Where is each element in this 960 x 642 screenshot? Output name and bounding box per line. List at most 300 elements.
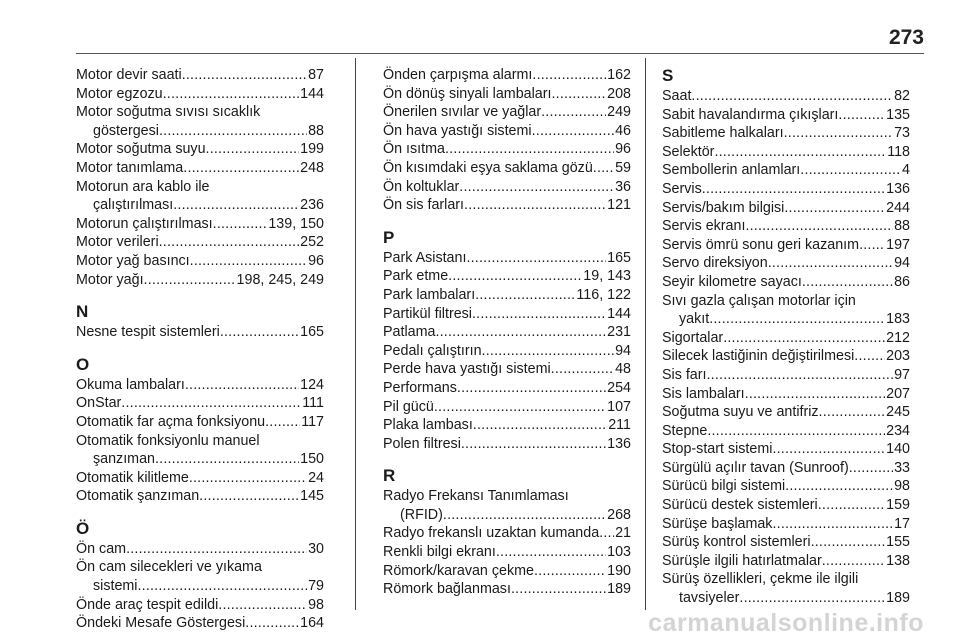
leader-dots: [822, 552, 885, 571]
entry-name: Sürüş kontrol sistemleri: [662, 534, 811, 551]
entry-pages: 88: [894, 218, 910, 235]
leader-dots: [496, 543, 606, 562]
entry-name-continuation: sistemi: [93, 578, 138, 595]
entry-name: Servis ekranı: [662, 218, 746, 235]
index-entry: [76, 558, 324, 595]
entry-pages: 162: [607, 67, 631, 83]
leader-dots: [265, 413, 300, 432]
entry-pages: 234: [886, 422, 910, 439]
entry-pages: 165: [607, 249, 631, 266]
index-entry: [76, 596, 324, 615]
leader-dots: [213, 215, 268, 234]
entry-name: Sabitleme halkaları: [662, 125, 784, 142]
leader-dots: [707, 366, 894, 385]
section-letter: Ö: [76, 518, 90, 538]
entry-pages: 96: [308, 252, 324, 269]
header-rule: [76, 53, 924, 54]
entry-pages: 248: [300, 159, 324, 176]
entry-continuation: [662, 310, 910, 329]
index-entry: [662, 217, 910, 236]
entry-pages: 207: [886, 385, 910, 402]
index-entry: [662, 106, 910, 125]
entry-name: Perde hava yastığı sistemi: [383, 361, 551, 378]
index-entry: [662, 143, 910, 162]
section-letter: S: [662, 66, 674, 85]
entry-name: Radyo Frekansı Tanımlaması: [383, 488, 569, 505]
index-entry: [662, 496, 910, 515]
entry-name: Ön hava yastığı sistemi: [383, 122, 532, 139]
entry-pages: 124: [300, 376, 324, 393]
leader-dots: [121, 394, 301, 413]
leader-dots: [461, 435, 606, 454]
leader-dots: [702, 180, 885, 199]
leader-dots: [126, 540, 307, 559]
index-entry: [76, 487, 324, 506]
entry-pages: 159: [886, 497, 910, 514]
entry-pages: 189: [886, 590, 910, 607]
index-entry: [662, 199, 910, 218]
leader-dots: [190, 252, 307, 271]
entry-name: Plaka lambası: [383, 417, 473, 434]
entry-pages: 96: [615, 141, 631, 158]
leader-dots: [457, 379, 606, 398]
entry-pages: 203: [886, 348, 910, 365]
leader-dots: [144, 271, 236, 290]
leader-dots: [772, 440, 885, 459]
entry-pages: 19, 143: [583, 268, 631, 285]
index-entry: [76, 178, 324, 215]
leader-dots: [714, 143, 886, 162]
entry-continuation: [76, 577, 324, 596]
leader-dots: [472, 305, 606, 324]
index-entry: [662, 124, 910, 143]
index-column-2: [383, 66, 631, 599]
leader-dots: [818, 496, 885, 515]
entry-pages: 24: [308, 469, 324, 486]
index-column-3: [662, 66, 910, 608]
entry-pages: 33: [894, 459, 910, 476]
entry-name: OnStar: [76, 395, 122, 412]
entry-name: Nesne tespit sistemleri: [76, 324, 220, 341]
entry-pages: 111: [302, 395, 324, 412]
entry-pages: 121: [607, 197, 631, 214]
entry-name: Silecek lastiğinin değiştirilmesi: [662, 348, 855, 365]
entry-pages: 140: [886, 441, 910, 458]
entry-pages: 21: [615, 525, 631, 542]
entry-name-continuation: çalıştırılması: [93, 197, 174, 214]
entry-name-continuation: (RFID): [400, 506, 443, 523]
leader-dots: [593, 159, 614, 178]
index-entry: [383, 249, 631, 268]
leader-dots: [707, 422, 885, 441]
entry-pages: 94: [615, 342, 631, 359]
entry-name: Önerilen sıvılar ve yağlar: [383, 104, 542, 121]
entry-pages: 17: [894, 515, 910, 532]
leader-dots: [532, 66, 606, 85]
entry-name: Motor tanımlama: [76, 159, 184, 176]
index-entry: [383, 196, 631, 215]
entry-name: Motor yağı: [76, 271, 144, 288]
leader-dots: [691, 87, 893, 106]
entry-pages: 136: [607, 435, 631, 452]
leader-dots: [768, 254, 893, 273]
leader-dots: [534, 562, 606, 581]
index-entry: [383, 416, 631, 435]
leader-dots: [435, 323, 606, 342]
entry-name: Park lambaları: [383, 286, 476, 303]
entry-name: Ön sis farları: [383, 197, 465, 214]
entry-name: Motor devir saati: [76, 67, 182, 83]
entry-name: Servo direksiyon: [662, 255, 768, 272]
entry-pages: 82: [894, 88, 910, 104]
entry-name: Motor soğutma sıvısı sıcaklık: [76, 104, 261, 121]
leader-dots: [859, 236, 885, 255]
leader-dots: [772, 515, 893, 534]
leader-dots: [448, 267, 582, 286]
entry-pages: 135: [886, 106, 910, 123]
entry-pages: 73: [894, 125, 910, 142]
index-entry: [76, 323, 324, 342]
entry-name: Motor soğutma suyu: [76, 141, 206, 158]
entry-name: Renkli bilgi ekranı: [383, 544, 496, 561]
index-entry: [383, 140, 631, 159]
entry-pages: 268: [607, 506, 631, 523]
entry-name: Sembollerin anlamları: [662, 162, 801, 179]
entry-pages: 231: [607, 324, 631, 341]
leader-dots: [173, 196, 299, 215]
index-entry: [662, 161, 910, 180]
column-divider: [645, 58, 646, 610]
entry-pages: 252: [300, 234, 324, 251]
index-entry: [76, 159, 324, 178]
entry-name: Ön cam: [76, 540, 127, 557]
entry-pages: 117: [301, 413, 324, 430]
index-entry: [76, 469, 324, 488]
index-entry: [76, 271, 324, 290]
index-entry: [383, 103, 631, 122]
index-entry: [662, 385, 910, 404]
entry-pages: 98: [894, 478, 910, 495]
entry-name: Sabit havalandırma çıkışları: [662, 106, 839, 123]
entry-name: Soğutma suyu ve antifriz: [662, 404, 819, 421]
entry-pages: 30: [308, 540, 324, 557]
entry-name: Römork/karavan çekme: [383, 562, 534, 579]
index-entry: [383, 580, 631, 599]
entry-name: Otomatik şanzıman: [76, 488, 200, 505]
index-entry: [662, 570, 910, 607]
leader-dots: [709, 310, 885, 329]
entry-name: Sürücü destek sistemleri: [662, 497, 818, 514]
entry-name: Sıvı gazla çalışan motorlar için: [662, 292, 856, 309]
entry-pages: 190: [607, 562, 631, 579]
index-entry: [383, 66, 631, 85]
leader-dots: [163, 85, 300, 104]
leader-dots: [245, 614, 299, 633]
index-entry: [383, 178, 631, 197]
leader-dots: [838, 106, 885, 125]
index-entry: [76, 140, 324, 159]
entry-name: Römork bağlanması: [383, 581, 511, 598]
column-divider: [355, 58, 356, 610]
leader-dots: [155, 450, 299, 469]
entry-name: Otomatik fonksiyonlu manuel: [76, 432, 260, 449]
leader-dots: [182, 66, 307, 85]
entry-name: Önde araç tespit edildi: [76, 596, 219, 613]
index-entry: [662, 422, 910, 441]
entry-name: Stepne: [662, 422, 708, 439]
entry-name: Sis lambaları: [662, 385, 745, 402]
entry-name: Otomatik far açma fonksiyonu: [76, 413, 266, 430]
entry-pages: 144: [300, 85, 324, 102]
index-entry: [383, 286, 631, 305]
entry-pages: 138: [886, 552, 910, 569]
entry-pages: 254: [607, 379, 631, 396]
leader-dots: [802, 273, 893, 292]
index-entry: [76, 540, 324, 559]
index-entry: [76, 103, 324, 140]
section-letter: P: [383, 227, 395, 247]
entry-pages: 79: [308, 578, 324, 595]
entry-pages: 94: [894, 255, 910, 272]
entry-name: Motor yağ basıncı: [76, 252, 190, 269]
watermark: carmanualsonline.info: [648, 609, 924, 637]
entry-pages: 183: [886, 311, 910, 328]
leader-dots: [800, 161, 901, 180]
index-entry: [662, 459, 910, 478]
entry-name: Selektör: [662, 143, 715, 160]
entry-continuation: [76, 196, 324, 215]
leader-dots: [220, 323, 299, 342]
entry-name: Performans: [383, 379, 457, 396]
entry-pages: 199: [300, 141, 324, 158]
entry-pages: 59: [615, 159, 631, 176]
entry-pages: 88: [308, 122, 324, 139]
entry-name: Saat: [662, 88, 692, 104]
entry-pages: 189: [607, 581, 631, 598]
entry-name: Pedalı çalıştırın: [383, 342, 482, 359]
entry-pages: 98: [308, 596, 324, 613]
index-entry: [383, 267, 631, 286]
entry-name: Partikül filtresi: [383, 305, 472, 322]
index-entry: [383, 398, 631, 417]
index-entry: [662, 273, 910, 292]
index-column-1: [76, 66, 324, 633]
index-entry: [662, 552, 910, 571]
entry-pages: 244: [886, 199, 910, 216]
entry-pages: 4: [902, 162, 910, 179]
leader-dots: [443, 506, 606, 525]
entry-name: Ön cam silecekleri ve yıkama: [76, 559, 262, 576]
index-entry: [662, 254, 910, 273]
entry-name: Öndeki Mesafe Göstergesi: [76, 615, 246, 632]
leader-dots: [849, 459, 893, 478]
entry-pages: 150: [300, 451, 324, 468]
leader-dots: [434, 398, 606, 417]
entry-name: Servis ömrü sonu geri kazanım: [662, 236, 860, 253]
index-entry: [383, 487, 631, 524]
entry-name: Önden çarpışma alarmı: [383, 67, 533, 83]
index-entry: [76, 233, 324, 252]
entry-pages: 48: [615, 361, 631, 378]
index-entry: [383, 524, 631, 543]
entry-continuation: [662, 589, 910, 608]
index-entry: [383, 543, 631, 562]
index-entry: [662, 236, 910, 255]
index-entry: [76, 66, 324, 85]
section-letter: O: [76, 354, 90, 374]
leader-dots: [551, 85, 606, 104]
index-entry: [76, 432, 324, 469]
entry-name-continuation: yakıt: [679, 311, 710, 328]
leader-dots: [199, 487, 299, 506]
leader-dots: [739, 589, 885, 608]
entry-name: Ön dönüş sinyali lambaları: [383, 85, 552, 102]
leader-dots: [784, 199, 885, 218]
entry-name: Sürücü bilgi sistemi: [662, 478, 786, 495]
entry-name: Sürüşe başlamak: [662, 515, 773, 532]
index-entry: [383, 360, 631, 379]
entry-pages: 165: [300, 324, 324, 341]
entry-pages: 249: [607, 104, 631, 121]
entry-pages: 145: [300, 488, 324, 505]
index-entry: [383, 379, 631, 398]
entry-name: Patlama: [383, 324, 436, 341]
leader-dots: [745, 217, 893, 236]
entry-pages: 116, 122: [576, 286, 631, 303]
entry-name: Park etme: [383, 268, 449, 285]
leader-dots: [532, 122, 615, 141]
leader-dots: [137, 577, 307, 596]
index-entry: [662, 347, 910, 366]
leader-dots: [459, 178, 614, 197]
index-entry: [662, 403, 910, 422]
leader-dots: [785, 477, 893, 496]
index-entry: [76, 85, 324, 104]
entry-name-continuation: göstergesi: [93, 122, 159, 139]
leader-dots: [189, 469, 307, 488]
entry-name: Servis/bakım bilgisi: [662, 199, 785, 216]
entry-pages: 103: [607, 544, 631, 561]
entry-pages: 245: [886, 404, 910, 421]
index-entry: [662, 180, 910, 199]
entry-pages: 46: [615, 122, 631, 139]
index-entry: [383, 562, 631, 581]
entry-pages: 36: [615, 178, 631, 195]
entry-name: Park Asistanı: [383, 249, 467, 266]
leader-dots: [599, 524, 614, 543]
entry-name: Sürgülü açılır tavan (Sunroof): [662, 459, 849, 476]
leader-dots: [854, 347, 885, 366]
leader-dots: [551, 360, 614, 379]
entry-pages: 198, 245, 249: [236, 271, 324, 288]
entry-pages: 118: [887, 143, 910, 160]
index-entry: [76, 215, 324, 234]
entry-pages: 155: [886, 534, 910, 551]
entry-name: Sigortalar: [662, 329, 724, 346]
entry-name-continuation: tavsiyeler: [679, 590, 740, 607]
index-entry: [76, 413, 324, 432]
entry-name: Motorun ara kablo ile: [76, 178, 210, 195]
entry-pages: 164: [300, 615, 324, 632]
entry-pages: 97: [894, 366, 910, 383]
entry-name: Okuma lambaları: [76, 376, 185, 393]
entry-name: Servis: [662, 180, 702, 197]
index-entry: [383, 85, 631, 104]
leader-dots: [511, 580, 606, 599]
section-letter: N: [76, 302, 89, 322]
entry-name: Motor egzozu: [76, 85, 163, 102]
index-entry: [662, 292, 910, 329]
entry-pages: 86: [894, 273, 910, 290]
index-entry: [662, 515, 910, 534]
index-entry: [383, 323, 631, 342]
entry-pages: 139, 150: [268, 215, 324, 232]
leader-dots: [473, 416, 607, 435]
index-entry: [76, 614, 324, 633]
index-entry: [662, 366, 910, 385]
entry-name: Pil gücü: [383, 398, 434, 415]
entry-pages: 144: [607, 305, 631, 322]
leader-dots: [784, 124, 894, 143]
entry-pages: 136: [886, 180, 910, 197]
entry-pages: 87: [308, 67, 324, 83]
entry-continuation: [76, 122, 324, 141]
entry-pages: 212: [886, 329, 910, 346]
entry-continuation: [383, 506, 631, 525]
entry-pages: 208: [607, 85, 631, 102]
page-number: 273: [888, 26, 924, 49]
entry-name: Seyir kilometre sayacı: [662, 273, 802, 290]
leader-dots: [185, 376, 299, 395]
entry-pages: 211: [608, 417, 631, 434]
leader-dots: [159, 233, 300, 252]
entry-name: Ön koltuklar: [383, 178, 460, 195]
entry-name: Stop-start sistemi: [662, 441, 773, 458]
entry-name: Radyo frekanslı uzaktan kumanda: [383, 525, 600, 542]
index-entry: [662, 533, 910, 552]
leader-dots: [811, 533, 886, 552]
entry-name: Motorun çalıştırılması: [76, 215, 213, 232]
index-entry: [76, 394, 324, 413]
entry-name: Polen filtresi: [383, 435, 461, 452]
entry-continuation: [76, 450, 324, 469]
leader-dots: [218, 596, 307, 615]
index-entry: [76, 376, 324, 395]
entry-name: Sürüşle ilgili hatırlatmalar: [662, 552, 822, 569]
index-entry: [662, 477, 910, 496]
leader-dots: [445, 140, 614, 159]
index-entry: [383, 435, 631, 454]
index-entry: [383, 342, 631, 361]
entry-pages: 197: [886, 236, 910, 253]
leader-dots: [475, 286, 575, 305]
index-entry: [76, 252, 324, 271]
entry-pages: 236: [300, 197, 324, 214]
leader-dots: [466, 249, 606, 268]
index-entry: [383, 122, 631, 141]
leader-dots: [206, 140, 300, 159]
leader-dots: [482, 342, 615, 361]
entry-name: Otomatik kilitleme: [76, 469, 189, 486]
section-letter: R: [383, 466, 396, 486]
leader-dots: [464, 196, 606, 215]
entry-name-continuation: şanzıman: [93, 451, 155, 468]
leader-dots: [159, 122, 307, 141]
entry-name: Sis farı: [662, 366, 707, 383]
entry-pages: 107: [607, 398, 631, 415]
leader-dots: [745, 385, 886, 404]
leader-dots: [183, 159, 299, 178]
